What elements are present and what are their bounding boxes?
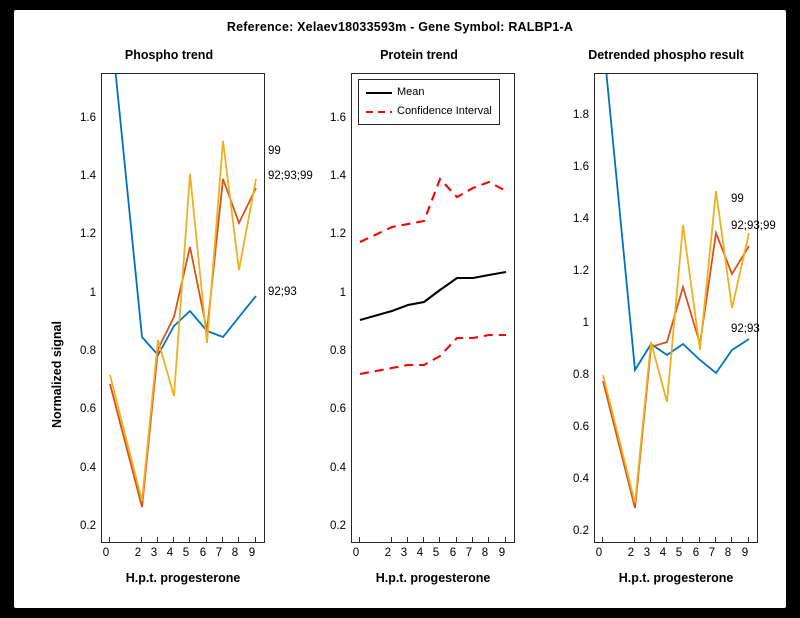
legend-swatches bbox=[359, 80, 499, 124]
x-tick-mark bbox=[715, 537, 716, 542]
y-tick-label: 0.2 bbox=[80, 520, 96, 532]
series-annotation-929399: 92;93;99 bbox=[731, 220, 776, 232]
protein-lines bbox=[352, 74, 514, 542]
x-tick-label: 5 bbox=[675, 547, 683, 559]
x-tick-label: 2 bbox=[384, 547, 392, 559]
y-tick-label: 1.8 bbox=[573, 109, 589, 121]
y-axis-label-phospho: Normalized signal bbox=[50, 321, 64, 428]
y-tick-label: 0.8 bbox=[330, 345, 346, 357]
y-tick-label: 1 bbox=[339, 287, 346, 299]
x-tick-label: 2 bbox=[134, 547, 142, 559]
series-annotation-9293: 92;93 bbox=[731, 323, 760, 335]
plot-area-detrended bbox=[594, 73, 758, 543]
x-tick-label: 8 bbox=[481, 547, 489, 559]
x-tick-mark bbox=[634, 537, 635, 542]
x-tick-mark bbox=[157, 537, 158, 542]
x-tick-mark bbox=[505, 537, 506, 542]
x-tick-mark bbox=[391, 537, 392, 542]
x-tick-mark bbox=[456, 537, 457, 542]
y-tick-label: 1.4 bbox=[573, 213, 589, 225]
y-tick-label: 1.4 bbox=[330, 170, 346, 182]
x-tick-label: 0 bbox=[352, 547, 360, 559]
panel-phospho-trend bbox=[44, 48, 313, 588]
x-tick-mark bbox=[173, 537, 174, 542]
series-annotation-929399: 92;93;99 bbox=[268, 170, 313, 182]
phospho-lines bbox=[102, 74, 264, 542]
x-tick-label: 3 bbox=[150, 547, 158, 559]
x-axis-label-phospho: H.p.t. progesterone bbox=[125, 571, 241, 585]
series-annotation-99: 99 bbox=[731, 193, 744, 205]
series-annotation-99: 99 bbox=[268, 145, 281, 157]
x-tick-mark bbox=[255, 537, 256, 542]
x-tick-label: 2 bbox=[627, 547, 635, 559]
x-tick-mark bbox=[423, 537, 424, 542]
x-tick-label: 6 bbox=[692, 547, 700, 559]
legend-entry-confidence-interval: Confidence Interval bbox=[397, 105, 492, 117]
x-tick-label: 5 bbox=[182, 547, 190, 559]
panel-title-protein: Protein trend bbox=[380, 48, 458, 62]
x-tick-mark bbox=[472, 537, 473, 542]
x-tick-mark bbox=[189, 537, 190, 542]
x-tick-label: 9 bbox=[248, 547, 256, 559]
panel-protein-trend bbox=[294, 48, 544, 588]
y-tick-label: 0.8 bbox=[80, 345, 96, 357]
x-tick-label: 6 bbox=[199, 547, 207, 559]
x-tick-label: 4 bbox=[416, 547, 424, 559]
x-tick-mark bbox=[488, 537, 489, 542]
legend-protein bbox=[358, 79, 500, 125]
x-tick-mark bbox=[359, 537, 360, 542]
x-tick-mark bbox=[682, 537, 683, 542]
x-tick-label: 4 bbox=[166, 547, 174, 559]
x-tick-label: 7 bbox=[708, 547, 716, 559]
x-tick-label: 7 bbox=[465, 547, 473, 559]
plot-area-phospho bbox=[101, 73, 265, 543]
x-tick-label: 0 bbox=[595, 547, 603, 559]
x-tick-mark bbox=[238, 537, 239, 542]
x-tick-label: 9 bbox=[741, 547, 749, 559]
y-tick-label: 1.6 bbox=[573, 161, 589, 173]
x-tick-mark bbox=[439, 537, 440, 542]
y-tick-label: 1.2 bbox=[573, 265, 589, 277]
y-tick-label: 0.6 bbox=[80, 403, 96, 415]
x-tick-mark bbox=[666, 537, 667, 542]
x-tick-mark bbox=[141, 537, 142, 542]
y-tick-label: 0.4 bbox=[330, 462, 346, 474]
x-tick-label: 3 bbox=[400, 547, 408, 559]
x-tick-mark bbox=[748, 537, 749, 542]
panel-title-detrended: Detrended phospho result bbox=[588, 48, 744, 62]
x-tick-label: 8 bbox=[231, 547, 239, 559]
x-tick-label: 4 bbox=[659, 547, 667, 559]
x-tick-mark bbox=[109, 537, 110, 542]
y-tick-label: 0.6 bbox=[573, 421, 589, 433]
series-annotation-9293: 92;93 bbox=[268, 286, 297, 298]
y-tick-label: 1.2 bbox=[330, 228, 346, 240]
legend-entry-mean: Mean bbox=[397, 86, 425, 98]
figure-canvas bbox=[14, 10, 786, 608]
figure-title: Reference: Xelaev18033593m - Gene Symbol: RALBP1-A bbox=[226, 20, 574, 34]
x-tick-label: 8 bbox=[724, 547, 732, 559]
x-tick-label: 5 bbox=[432, 547, 440, 559]
x-tick-mark bbox=[602, 537, 603, 542]
panel-detrended-phospho bbox=[541, 48, 791, 588]
y-tick-label: 1.4 bbox=[80, 170, 96, 182]
x-tick-label: 6 bbox=[449, 547, 457, 559]
plot-area-protein bbox=[351, 73, 515, 543]
y-tick-label: 0.8 bbox=[573, 369, 589, 381]
y-tick-label: 0.4 bbox=[573, 473, 589, 485]
y-tick-label: 1 bbox=[582, 317, 589, 329]
y-tick-label: 0.6 bbox=[330, 403, 346, 415]
x-tick-mark bbox=[650, 537, 651, 542]
x-tick-mark bbox=[699, 537, 700, 542]
x-tick-label: 0 bbox=[102, 547, 110, 559]
y-tick-label: 1 bbox=[89, 287, 96, 299]
x-tick-mark bbox=[407, 537, 408, 542]
y-tick-label: 1.2 bbox=[80, 228, 96, 240]
x-tick-label: 3 bbox=[643, 547, 651, 559]
x-tick-mark bbox=[222, 537, 223, 542]
y-tick-label: 0.2 bbox=[330, 520, 346, 532]
y-tick-label: 1.6 bbox=[330, 112, 346, 124]
y-tick-label: 0.2 bbox=[573, 525, 589, 537]
panel-title-phospho: Phospho trend bbox=[124, 48, 214, 62]
y-tick-label: 1.6 bbox=[80, 112, 96, 124]
x-tick-label: 9 bbox=[498, 547, 506, 559]
x-tick-label: 7 bbox=[215, 547, 223, 559]
x-tick-mark bbox=[206, 537, 207, 542]
detrended-lines bbox=[595, 74, 757, 542]
x-tick-mark bbox=[731, 537, 732, 542]
x-axis-label-protein: H.p.t. progesterone bbox=[375, 571, 491, 585]
x-axis-label-detrended: H.p.t. progesterone bbox=[618, 571, 734, 585]
y-tick-label: 0.4 bbox=[80, 462, 96, 474]
